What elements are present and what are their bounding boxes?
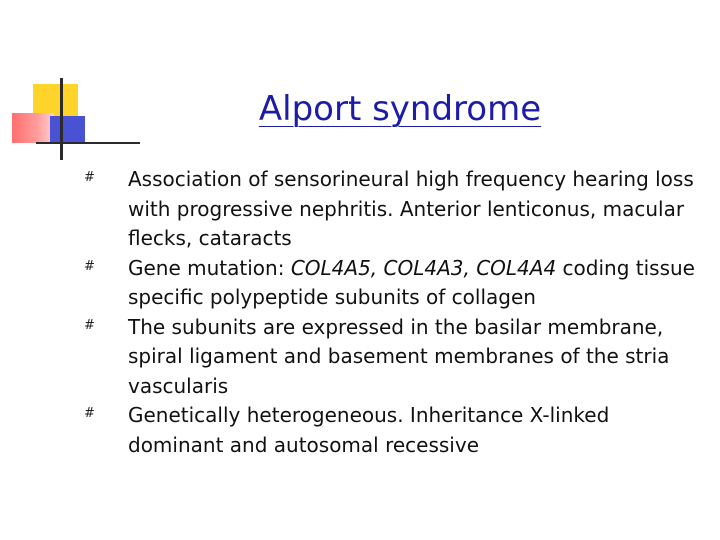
- bullet-marker: #: [84, 258, 95, 274]
- slide-title: [150, 86, 650, 132]
- bullet-item: [84, 401, 704, 460]
- bullet-suffix: coding tissue specific polypeptide subunits of collagen: [128, 255, 695, 309]
- bullet-text: [128, 254, 704, 313]
- logo-vertical-line: [60, 78, 63, 160]
- logo-blue-square: [50, 116, 85, 144]
- bullet-marker: #: [84, 317, 95, 333]
- bullet-marker: #: [84, 170, 95, 185]
- bullet-marker: #: [84, 406, 95, 421]
- slide-title-text: Alport syndrome: [258, 89, 542, 129]
- bullet-text: Genetically heterogeneous. Inheritance X-linked dominant and autosomal recessive: [128, 403, 610, 457]
- gene-names: COL4A5, COL4A3, COL4A4: [290, 255, 557, 280]
- bullet-item: [84, 254, 704, 313]
- bullet-list: [84, 165, 704, 460]
- bullet-text: The subunits are expressed in the basilar membrane, spiral ligament and basement membranes of the stria vascularis: [128, 314, 670, 398]
- logo-horizontal-line: [36, 142, 140, 144]
- bullet-item: [84, 313, 704, 402]
- bullet-prefix: Gene mutation:: [128, 255, 291, 280]
- bullet-text: Association of sensorineural high frequency hearing loss with progressive nephritis. Anterior lenticonus, macular flecks, cataracts: [128, 167, 694, 250]
- bullet-item: [84, 165, 704, 254]
- logo-red-square: [12, 113, 54, 143]
- decorative-logo: [0, 0, 140, 170]
